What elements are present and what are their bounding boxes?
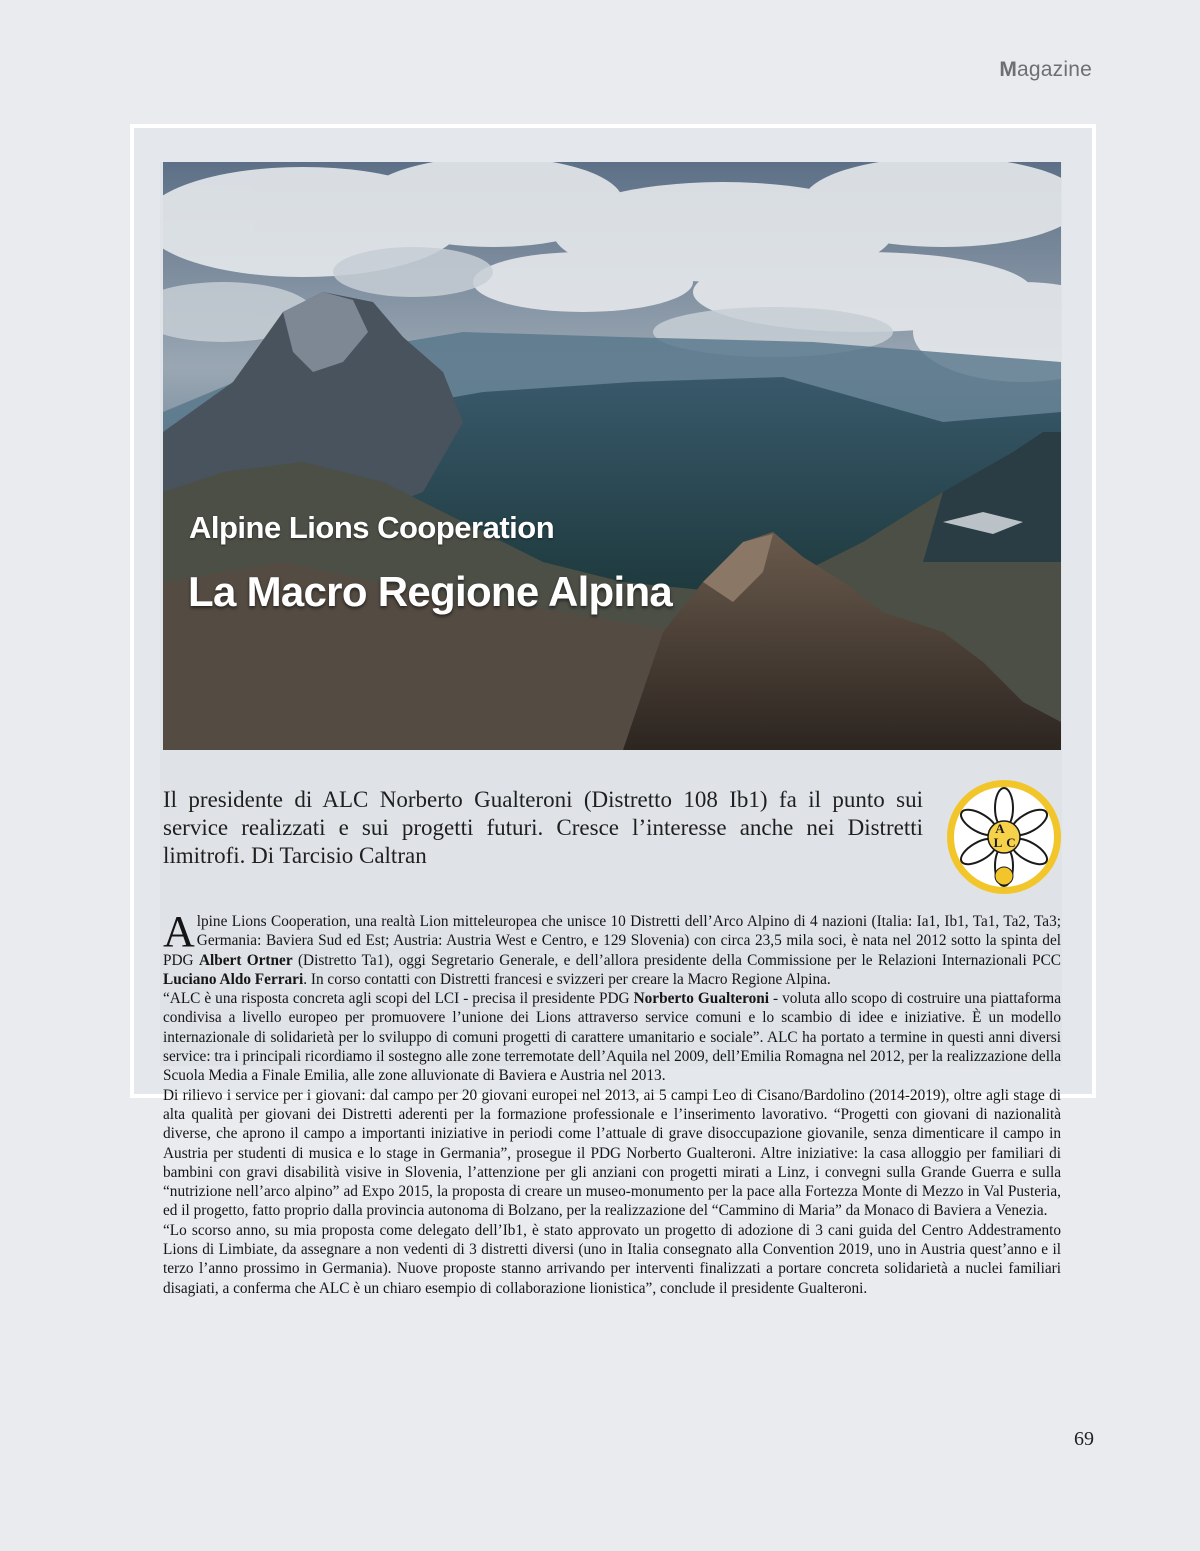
article-title: La Macro Regione Alpina [188, 568, 673, 615]
text-run: . In corso contatti con Distretti francesi e svizzeri per creare la Macro Regione Alpina. [303, 970, 831, 988]
page-number: 69 [1074, 1428, 1094, 1450]
section-label [999, 58, 1092, 82]
text-run: lpine Lions Cooperation, una realtà Lion mitteleuropea che unisce 10 Distretti dell’Arco Alpino di 4 nazioni (Italia: Ia1, Ib1, Ta1, Ta2, Ta3; Germania: Baviera Sud ed Est; Austria: Austria West e Centro, e 129 Slovenia) con circa 23,5 mila soci, è nata nel 2012 sotto la spinta del PDG [163, 913, 1061, 969]
hero-image [163, 162, 1061, 750]
drop-cap: A [163, 907, 195, 956]
person-name: Albert Ortner [198, 951, 293, 969]
article-lead: Il presidente di ALC Norberto Gualteroni (Distretto 108 Ib1) fa il punto sui service realizzati e sui progetti futuri. Cresce l’interesse anche nei Distretti limitrofi. Di Tarcisio Caltran [163, 787, 923, 868]
edelweiss-lions-emblem-icon [945, 778, 1063, 896]
logo-letter-l: L [993, 835, 1003, 850]
article-body [163, 907, 1062, 1298]
text-run: - voluta allo scopo di costruire una piattaforma condivisa a livello europeo per promuovere l’unione dei Lions attraverso service comuni e lo scambio di idee e iniziative. È un modello internazionale di solidarietà per lo sviluppo di comuni progetti di carattere umanitario e sociale”. ALC ha portato a termine in questi anni diversi service: tra i principali ricordiamo il sostegno alle zone terremotate dell’Aquila nel 2009, dell’Emilia Romagna nel 2012, per la realizzazione della Scuola Media a Finale Emilia, alle zone alluvionate di Baviera e Austria nel 2013. [163, 990, 1061, 1085]
alc-logo [945, 778, 1063, 896]
article-paragraph: Di rilievo i service per i giovani: dal campo per 20 giovani europei nel 2013, ai 5 campi Leo di Cisano/Bardolino (2014-2019), oltre agli stage di alta qualità per giovani dei Distretti aderenti per la formazione professionale e l’inserimento lavorativo. “Progetti con giovani di nazionalità diverse, che aprono il campo a importanti iniziative in periodi come l’attuale di grave disoccupazione giovanile, senza dimenticare il campo in Austria per studenti di musica e lo stage in Germania”, prosegue il PDG Norberto Gualteroni. Altre iniziative: la casa alloggio per familiari di bambini con gravi disabilità visive in Slovenia, l’attenzione per gli anziani con progetti mirati a Linz, i convegni sulla Grande Guerra e sulla “nutrizione nell’arco alpino” ad Expo 2015, la proposta di creare un museo-monumento per la pace alla Fortezza Monte di Mezzo in Val Pusteria, ed il progetto, fatto proprio dalla provincia autonoma di Bolzano, per la realizzazione del “Cammino di Maria” da Monaco di Baviera a Venezia. [163, 1086, 1061, 1220]
article-paragraph [163, 989, 1061, 1085]
text-run: (Distretto Ta1), oggi Segretario Generale, e dell’allora presidente della Commissione per le Relazioni Internazionali PCC [292, 951, 1062, 969]
section-label-rest: agazine [1017, 58, 1092, 81]
person-name: Norberto Gualteroni [633, 990, 770, 1008]
article-paragraph: “Lo scorso anno, su mia proposta come delegato dell’Ib1, è stato approvato un progetto di adozione di 3 cani guida del Centro Addestramento Lions di Limbiate, da assegnare a non vedenti di 3 distretti diversi (uno in Italia consegnato alla Convention 2019, uno in Austria quest’anno e il terzo l’anno prossimo in Germania). Nuove proposte stanno arrivando per interventi finalizzati a portare concreta solidarietà a nuclei familiari disagiati, a conferma che ALC è un chiaro esempio di collaborazione lionistica”, conclude il presidente Gualteroni. [163, 1221, 1061, 1297]
mountain-landscape-photo [163, 162, 1061, 750]
person-name: Luciano Aldo Ferrari [163, 970, 304, 988]
logo-letter-a: A [995, 821, 1005, 836]
article-paragraph [163, 907, 1062, 989]
article-kicker: Alpine Lions Cooperation [189, 510, 555, 545]
text-run: “ALC è una risposta concreta agli scopi del LCI - precisa il presidente PDG [163, 990, 634, 1008]
logo-letter-c: C [1006, 835, 1016, 850]
section-label-initial: M [999, 58, 1018, 81]
